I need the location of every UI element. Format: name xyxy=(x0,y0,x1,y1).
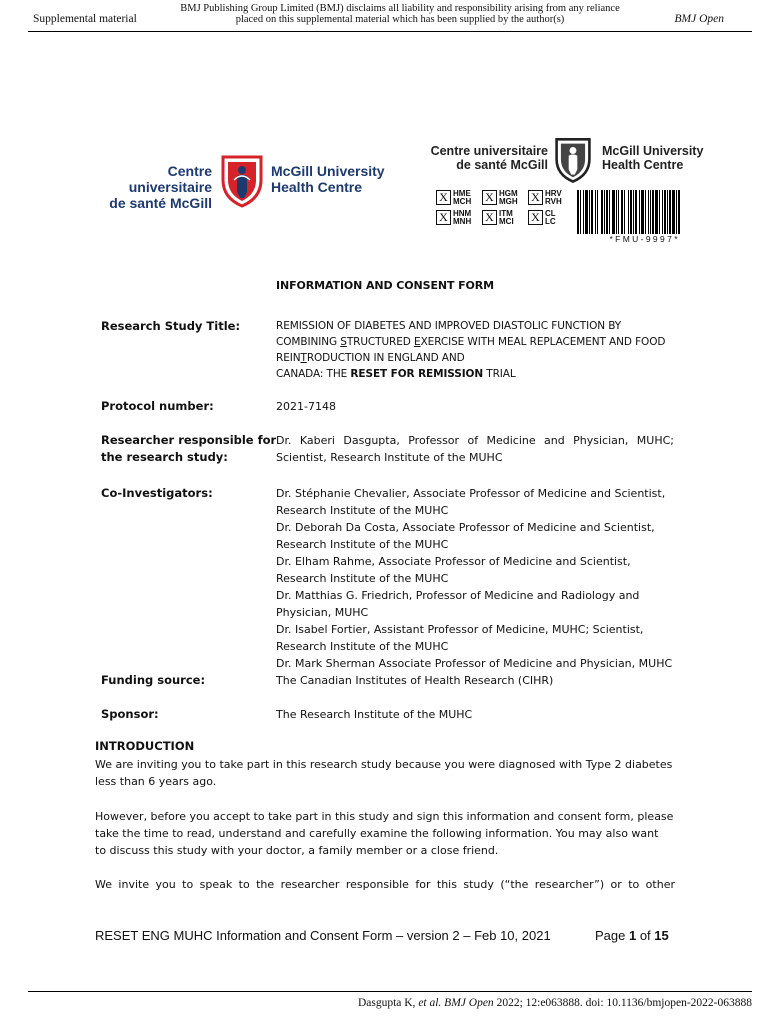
header-journal: BMJ Open xyxy=(674,13,724,25)
page-total: 15 xyxy=(654,928,669,943)
study-title-line2-b: S xyxy=(340,336,347,348)
citation-authors: Dasgupta K, xyxy=(357,997,419,1009)
footer-citation xyxy=(358,997,752,1009)
study-title-line2-a: COMBINING xyxy=(276,336,341,348)
logo-left-line3: McGill University xyxy=(271,163,385,179)
study-title-line4-b: RESET FOR REMISSION xyxy=(350,368,484,380)
form-title: INFORMATION AND CONSENT FORM xyxy=(276,279,494,292)
study-title-line4-a: CANADA: THE xyxy=(276,368,351,380)
researcher-line2: Scientist, Research Institute of the MUHC xyxy=(276,451,503,464)
coinvestigator-line: Dr. Mark Sherman Associate Professor of Medicine and Physician, MUHC xyxy=(276,657,673,670)
logo-left-line4: Health Centre xyxy=(271,179,363,195)
site-code-bottom: MGH xyxy=(499,197,518,206)
intro-p2-line3: to discuss this study with your doctor, a family member or a close friend. xyxy=(95,844,499,857)
site-code-top: HME xyxy=(453,189,471,198)
page-current: 1 xyxy=(628,928,637,943)
introduction-heading: INTRODUCTION xyxy=(95,739,195,753)
intro-paragraph-1 xyxy=(95,756,675,790)
barcode-text: * F M U - 9 9 9 7 * xyxy=(609,234,678,244)
header-disclaimer-line2: placed on this supplemental material which has been supplied by the author(s) xyxy=(235,14,565,25)
barcode-icon xyxy=(577,190,710,234)
intro-p3-line1: We invite you to speak to the researcher responsible for this study (“the researcher”) or to other xyxy=(95,878,675,891)
hospital-check-icon: X xyxy=(528,190,543,205)
site-code-top: CL xyxy=(545,209,556,218)
hospital-check-icon: X xyxy=(436,190,451,205)
page-of: of xyxy=(636,928,655,943)
site-code-bottom: RVH xyxy=(545,197,562,206)
form-barcode xyxy=(577,190,710,246)
study-title-label: Research Study Title: xyxy=(101,319,241,333)
coinvestigator-line: Dr. Elham Rahme, Associate Professor of Medicine and Scientist, xyxy=(276,555,631,568)
coinvestigator-line: Dr. Stéphanie Chevalier, Associate Professor of Medicine and Scientist, xyxy=(276,487,666,500)
muhc-logo-left xyxy=(84,154,384,210)
site-code-bottom: MNH xyxy=(453,217,472,226)
researcher-label-line1: Researcher responsible for xyxy=(101,433,277,447)
study-title-line3-c: RODUCTION IN ENGLAND AND xyxy=(306,352,465,364)
hospital-site-codes xyxy=(545,190,562,206)
site-code-top: HNM xyxy=(453,209,472,218)
site-code-bottom: LC xyxy=(545,217,556,226)
page-prefix: Page xyxy=(595,928,629,943)
coinvestigator-line: Dr. Deborah Da Costa, Associate Professor of Medicine and Scientist, xyxy=(276,521,655,534)
hospital-check-icon: X xyxy=(482,190,497,205)
protocol-label: Protocol number: xyxy=(101,399,214,413)
site-code-bottom: MCI xyxy=(499,217,514,226)
site-code-bottom: MCH xyxy=(453,197,472,206)
citation-journal: et al. BMJ Open xyxy=(418,997,494,1009)
logo-left-line1: Centre universitaire xyxy=(128,163,212,195)
study-title-line3 xyxy=(276,350,674,366)
intro-p2-line2: take the time to read, understand and carefully examine the following information. You may also want xyxy=(95,827,659,840)
coinvestigator-line: Dr. Matthias G. Friedrich, Professor of Medicine and Radiology and xyxy=(276,589,640,602)
researcher-label xyxy=(101,432,276,466)
researcher-line1: Dr. Kaberi Dasgupta, Professor of Medicine and Physician, MUHC; xyxy=(276,434,674,447)
citation-details: 2022; 12:e063888. doi: 10.1136/bmjopen-2022-063888 xyxy=(493,997,752,1009)
funding-value: The Canadian Institutes of Health Research (CIHR) xyxy=(276,674,554,687)
footer-page-number xyxy=(595,928,669,943)
intro-paragraph-3 xyxy=(95,876,675,893)
muhc-logo-right xyxy=(430,136,730,186)
header-supplemental: Supplemental material xyxy=(33,13,137,25)
funding-label: Funding source: xyxy=(101,673,206,687)
study-title-line4 xyxy=(276,366,674,382)
study-title-line2-e: XERCISE WITH MEAL REPLACEMENT AND FOOD xyxy=(420,336,666,348)
muhc-shield-gray-icon xyxy=(554,136,592,184)
study-title-line3-b: T xyxy=(300,352,307,364)
logo-right-line1: Centre universitaire xyxy=(430,144,548,158)
logo-right-line2: de santé McGill xyxy=(456,158,548,172)
header-rule xyxy=(28,31,752,32)
study-title-line4-c: TRIAL xyxy=(483,368,516,380)
sponsor-label: Sponsor: xyxy=(101,707,159,721)
coinvestigators-list xyxy=(276,485,674,672)
site-code-top: HGM xyxy=(499,189,518,198)
coinvestigator-line: Physician, MUHC xyxy=(276,606,369,619)
logo-left-line2: de santé McGill xyxy=(109,195,212,211)
researcher-label-line2: the research study: xyxy=(101,450,228,464)
logo-right-english xyxy=(602,144,722,172)
coinvestigator-line: Research Institute of the MUHC xyxy=(276,538,449,551)
coinvestigator-line: Research Institute of the MUHC xyxy=(276,572,449,585)
sponsor-value: The Research Institute of the MUHC xyxy=(276,708,473,721)
protocol-value: 2021-7148 xyxy=(276,400,336,413)
study-title-line1: REMISSION OF DIABETES AND IMPROVED DIASTOLIC FUNCTION BY xyxy=(276,320,622,332)
site-code-top: ITM xyxy=(499,209,513,218)
study-title-line2 xyxy=(276,334,674,350)
logo-left-french xyxy=(84,163,212,211)
coinvestigator-line: Research Institute of the MUHC xyxy=(276,640,449,653)
study-title-line2-d: E xyxy=(414,336,421,348)
site-code-top: HRV xyxy=(545,189,562,198)
hospital-check-icon: X xyxy=(436,210,451,225)
intro-p2-line1: However, before you accept to take part in this study and sign this information and consent form, please xyxy=(95,810,674,823)
study-title-line3-a: REIN xyxy=(276,352,301,364)
study-title-value xyxy=(276,318,674,382)
muhc-shield-icon xyxy=(220,154,264,208)
hospital-check-icon: X xyxy=(528,210,543,225)
coinvestigator-line: Research Institute of the MUHC xyxy=(276,504,449,517)
hospital-check-icon: X xyxy=(482,210,497,225)
logo-right-line3: McGill University xyxy=(602,144,704,158)
header-disclaimer xyxy=(170,3,630,25)
intro-p1-line1: We are inviting you to take part in this research study because you were diagnosed with Type 2 diabetes xyxy=(95,758,673,771)
hospital-site-codes xyxy=(499,190,518,206)
hospital-site-codes xyxy=(453,210,471,226)
coinvestigators-label: Co-Investigators: xyxy=(101,486,213,500)
intro-paragraph-2 xyxy=(95,808,675,859)
header-disclaimer-line1: BMJ Publishing Group Limited (BMJ) disclaims all liability and responsibility arising from any reliance xyxy=(180,3,620,14)
logo-right-french xyxy=(430,144,548,172)
footer-form-version: RESET ENG MUHC Information and Consent Form – version 2 – Feb 10, 2021 xyxy=(95,928,551,943)
researcher-value xyxy=(276,432,674,466)
logo-right-line4: Health Centre xyxy=(602,158,684,172)
hospital-site-codes xyxy=(453,190,471,206)
study-title-line2-c: TRUCTURED xyxy=(346,336,415,348)
coinvestigator-line: Dr. Isabel Fortier, Assistant Professor of Medicine, MUHC; Scientist, xyxy=(276,623,644,636)
hospital-site-grid xyxy=(436,190,572,230)
logo-left-english xyxy=(271,163,391,195)
intro-p1-line2: less than 6 years ago. xyxy=(95,775,217,788)
footer-rule xyxy=(28,991,752,992)
hospital-site-codes xyxy=(545,210,556,226)
hospital-site-codes xyxy=(499,210,514,226)
